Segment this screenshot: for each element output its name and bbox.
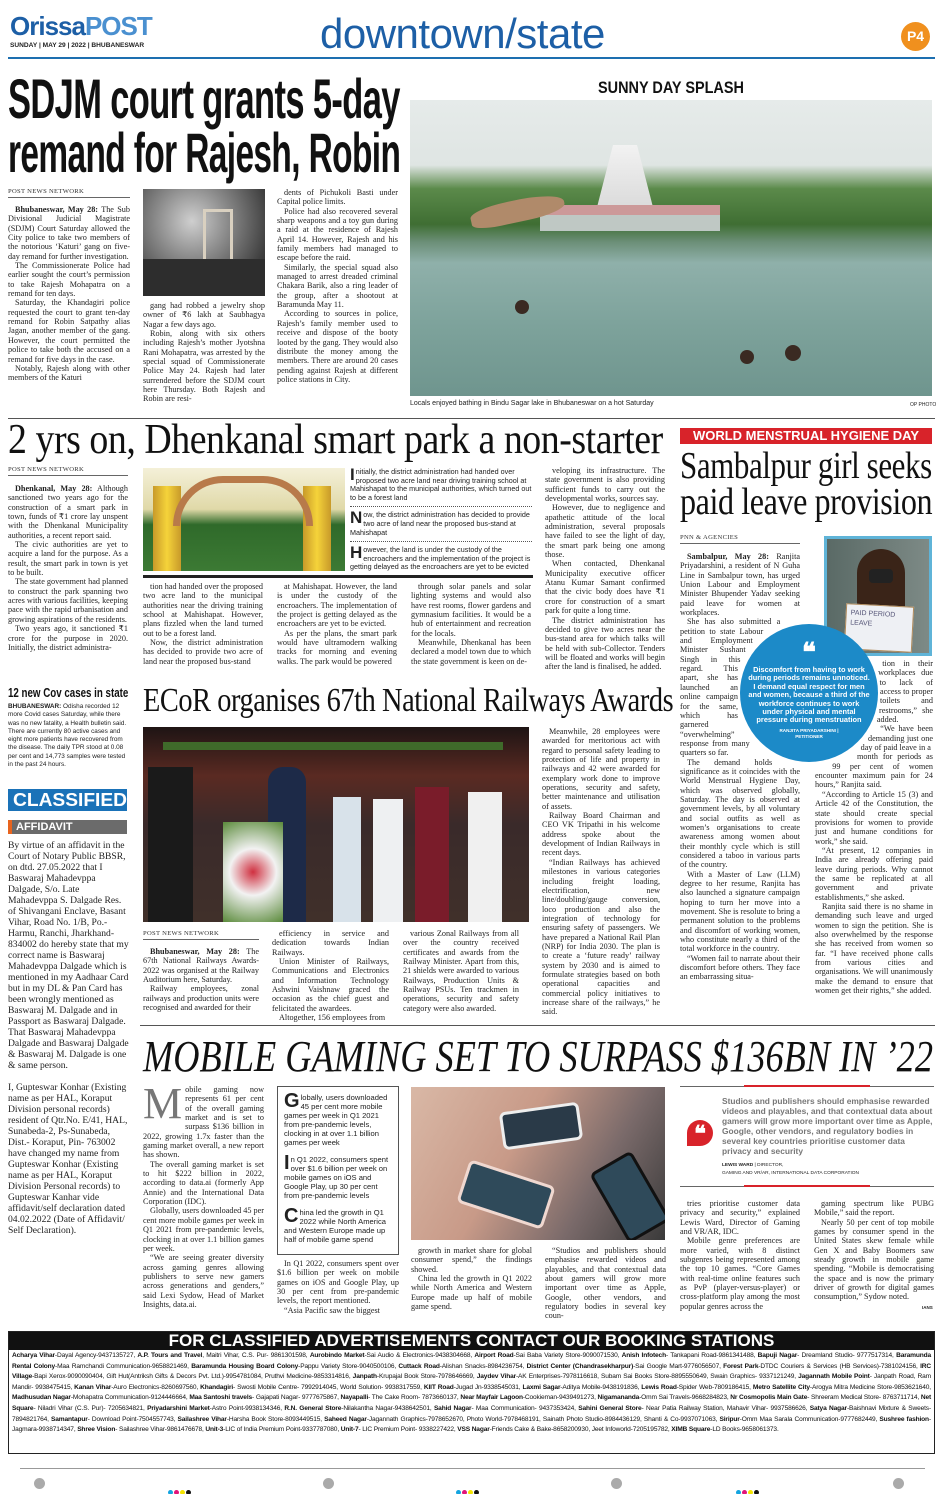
- affidavit-notice: By virtue of an affidavit in the Court of Notary Public BBSR, on dtd. 27.05.2022 that I Baswaraj Mahadevppa Dalgade, S/o. Late Mahadevppa S. Dalgade Res. of Shivangani Enclave, Basant Vihar, Road No. 1/B, Po.- Harmu, Ranchi, Jharkhand- 834002 do hereby state that my correct name is Baswaraj Mahadevppa Dalgade which is mentioned in my Aadhaar Card but in my DL & Pan Card has been wrongly mentioned as Baswaraj M. Dalgade and in Passport as Baswaraj Dalgade. That Baswaraj Mahadevppa Dalgade and Baswaraj Dalgade & Baswaraj M. Dalgade is one & same person.: [8, 840, 129, 1071]
- paragraph: With a Master of Law (LLM) degree to her resume, Ranjita has also launched a signature campaign hoping to turn her move into a movement. She is resolute to bring a permanent solution to the problems and discomfort of working women, who constitute nearly a third of the total workforce in the country.: [680, 869, 800, 954]
- covid-headline: [8, 685, 128, 700]
- lake-photo: [410, 100, 932, 396]
- booking-station: Janpath-Krupajal Book Store-7978646669,: [352, 1373, 477, 1381]
- paragraph: Meanwhile, Dhenkanal has been declared a model town due to which the state government is keen on de-: [411, 638, 531, 666]
- dateline: Bhubaneswar, May 28:: [15, 205, 99, 214]
- menstrual-headline: [680, 445, 933, 523]
- swimmer-head: [740, 350, 754, 364]
- kicker-banner: [680, 428, 932, 444]
- booking-station: Samantapur- Download Point-7504557743,: [51, 1415, 178, 1423]
- dhenkanal-headline: [8, 419, 663, 461]
- article-column: [545, 466, 665, 672]
- booking-station: KIIT Road-Jugad Jn-9338545031,: [423, 1383, 523, 1391]
- fact: China led the growth in Q1 2022 while North America and Western Europe made up half of mobile game spend: [284, 1205, 386, 1244]
- paragraph: As per the plans, the smart park would have ultramodern walking tracks for morning and evening walks. The park would be powered: [277, 628, 397, 666]
- paragraph: Globally, users downloaded 45 per cent more mobile games per week in Q1 2021 from pre-pandemic levels, clocking in at over 1.1 billion games per week.: [143, 1206, 264, 1253]
- headline-text: MOBILE GAMING SET TO SURPASS $136BN IN ’22: [143, 1032, 933, 1081]
- logo-orissa: Orissa: [10, 11, 85, 41]
- paragraph: “We are seeing greater diversity across gaming genres allowing publishers to serve new gamers across generations and genders,” said Lexi Sydow, Head of Market Insights, data.ai.: [143, 1253, 264, 1309]
- article-column: [143, 947, 259, 1012]
- paragraph: tion in their workplaces due to lack of access to proper toilets and restrooms,” she added.: [876, 659, 933, 725]
- booking-station: Saheed Nagar-Jagannath Graphics-7978652670, Photo World-7978468191, Sainath Photo Studio-8984436129, Shanti & Co-9937071063,: [324, 1415, 720, 1423]
- table-shape: [143, 259, 265, 296]
- booking-station: Metro Satellite City-Arogya Mitra Medicine Store-9853621640,: [752, 1383, 931, 1391]
- quote-name: RANJITA PRIYADARSHINI |: [779, 727, 839, 733]
- fact: Globally, users downloaded 45 per cent more mobile games per week in Q1 2021 from pre-pandemic levels, clocking in at over 1.1 billion games per week: [284, 1090, 388, 1147]
- highlights: [350, 464, 532, 576]
- photo-title: SUNNY DAY SPLASH: [598, 78, 744, 97]
- flower-stand: [223, 822, 283, 922]
- paragraph: “Studios and publishers should emphasise rewarded videos and playables, and that contextual data about gamers will grow more important over time as Apple, Google, other vendors, and regulatory bodies in several key coun-: [545, 1246, 666, 1321]
- booking-station: Near Mayfair Lagoon-Cookieman-9439491273,: [460, 1394, 598, 1402]
- paragraph: various Zonal Railways from all over the country received certificates and awards from the Railway Minister. Apart from this, 21 shields were awarded to various Railways, Production Units & Railway PSUs. Ten trackmen in operations, security and safety category were also awarded.: [403, 929, 519, 1013]
- paragraph: The state government had planned to construct the park spanning two acres with various facilities, keeping pace with the rapid urbanisation and growing aspirations of the residents.: [8, 577, 128, 624]
- booking-station: Acharya Vihar-Dayal Agency-9437135727,: [12, 1352, 138, 1359]
- article-column: [680, 1199, 800, 1311]
- headline-text: 2 yrs on, Dhenkanal smart park a non-starter: [8, 417, 663, 463]
- affidavit-notices: [8, 840, 130, 1236]
- quote-circle: [740, 624, 878, 762]
- paragraph: Sambalpur, May 28: Ranjita Priyadarshini, a resident of N Guha Line in Sambalpur town, has urged Union Labour and Employment Minister Bhupender Yadav seeking paid leave for women at workplaces.: [680, 552, 800, 618]
- classified-banner: [8, 789, 127, 811]
- ads-banner: [9, 1332, 934, 1350]
- headline-line: remand for Rajesh, Robin: [8, 121, 401, 184]
- placard: PAID PERIOD LEAVE: [844, 603, 914, 652]
- classified-title: CLASSIFIED: [13, 790, 127, 810]
- trim-rule: [20, 1468, 925, 1469]
- gate-pillar: [153, 486, 181, 571]
- brief-text: Odisha recorded 12 more Covid cases Saturday, while there was no new fatality, a Health bulletin said. There are currently 80 active cases and eight more patients have recovered from the disease. The daily TPR stood at 0.08 per cent and 14,773 samples were tested in the past 24 hours.: [8, 703, 127, 769]
- column-paragraphs: [680, 758, 800, 982]
- paragraph: Union Minister of Railways, Communications and Electronics and Information Technology Ashwini Vaishnaw graced the occasion as the chief guest and felicitated the awardees.: [272, 957, 389, 1013]
- booking-stations-list: [9, 1350, 934, 1437]
- booking-station: Anish Infotech- Tankapani Road-9861341488,: [621, 1352, 758, 1359]
- paragraph: Bhubaneswar, May 28: The Sub Divisional Judicial Magistrate (SDJM) Court Saturday allowed the City police to take two members of the notorious ‘Katuri’ gang on five-day remand for further investigation.: [8, 205, 130, 261]
- article-column: [277, 582, 397, 666]
- article-column: [8, 484, 128, 652]
- article-column-left: [680, 552, 800, 982]
- affidavit-label: AFFIDAVIT: [8, 820, 127, 834]
- gate-pillar: [303, 486, 331, 571]
- garland: [163, 742, 503, 750]
- booking-station: Baramunda Housing Board Colony-Pappu Variety Store-9040500106,: [191, 1362, 399, 1370]
- byline: PNN & AGENCIES: [680, 534, 800, 544]
- page-number-badge: P4: [901, 22, 930, 51]
- phone-shape: [456, 1159, 556, 1230]
- paragraph: However, due to negligence and apathetic attitude of the local administration, several proposals have failed to see the light of day, the smart park being one among those.: [545, 503, 665, 560]
- paragraph: gaming spectrum like PUBG Mobile,” said the report.: [814, 1199, 934, 1218]
- booking-station: Laxmi Sagar-Aditya Mobile-9438191836,: [522, 1383, 642, 1391]
- guest-figure: [333, 797, 361, 922]
- paragraph: Robin, along with six others including Rajesh’s mother Jyotshna Rani Mohapatra, was arrested by the special squad of Commissionerate Police May 24. Rajesh had later surrendered before the SDJM court here Thursday. Both Rajesh and Robin are resi-: [143, 329, 265, 404]
- article-column: [545, 1246, 666, 1321]
- booking-station: Nigamananda-Omm Sai Travels-9668284823,: [597, 1394, 731, 1402]
- paragraph: Altogether, 156 employees from: [279, 1013, 386, 1023]
- masthead-rule: [8, 57, 935, 59]
- chair-shape: [203, 209, 233, 264]
- booking-station: Shree Vision- Sailashree Vihar-9861476678,: [77, 1426, 206, 1434]
- booking-station: Bapuji Nagar- Dreamland Studio- 9777517314,: [757, 1352, 897, 1359]
- logo-post: POST: [84, 11, 152, 41]
- paragraph: growth in market share for global consumer spend,” the findings showed.: [411, 1246, 532, 1274]
- quote-org: GAMING AND VR/AR, INTERNATIONAL DATA CORPORATION: [722, 1171, 859, 1176]
- quote-role: PETITIONER: [795, 733, 823, 739]
- quote-icon: ❝: [802, 638, 816, 667]
- paragraph: Two years ago, it sanctioned ₹1 crore for the purpose in 2020. Initially, the district administra-: [8, 624, 128, 652]
- paragraph: The Commissionerate Police had earlier sought the court’s permission to take Rajesh Mohapatra on a remand for ten days.: [8, 261, 130, 299]
- swimmer-head: [785, 345, 801, 361]
- paragraph: Saturday, the Khandagiri police requested the court to grant ten-day remand for Robin Satpathy alias Jagan, another member of the gang. However, the court permitted the police to take both the accused on a remand for five days in the case.: [8, 298, 130, 364]
- guest-figure: [148, 767, 193, 922]
- paragraph: “According to Article 15 (3) and Article 42 of the Constitution, the state should create special provisions for women to provide just and humane conditions for work,” she said.: [815, 789, 933, 846]
- registration-mark: [893, 1478, 904, 1489]
- quote-name: LEWIS WARD: [722, 1163, 754, 1168]
- gate-arch: [173, 476, 313, 526]
- highlight: Now, the district administration has decided to provide two acre of land near the proposed bus-stand at Mahishapat: [350, 507, 532, 542]
- article-column: [8, 205, 130, 383]
- paragraph: through solar panels and solar lighting systems and would also have rest rooms, flower gardens and gymnasium facilities. It would be a hub of entertainment and recreation for the locals.: [411, 582, 531, 638]
- booking-station: Priyadarshini Market-Astro Point-9938134346,: [147, 1404, 285, 1412]
- paragraph: The civic authorities are yet to acquire a land for the purpose. As a result, the smart park in town is yet to be built.: [8, 540, 128, 578]
- booking-station: Sahid Nagar- Maa Communication- 9437353424,: [433, 1404, 579, 1412]
- byline: POST NEWS NETWORK: [8, 466, 128, 476]
- kicker-text: WORLD MENSTRUAL HYGIENE DAY: [692, 428, 920, 443]
- paragraphs: [143, 1160, 264, 1310]
- paragraph: Nearly 50 per cent of top mobile games by consumer spend in the United States skew female while Gen X and Baby Boomers saw steady growth in mobile game spending. “Mobile is democratising the space and is now the primary driver of growth for digital games consumption,” Sydow noted.: [814, 1217, 934, 1302]
- booking-station: Jaydev Vihar-AK Enterprises-7978116618, Subam Sai Books Store-8895550649, Swain Graphics- 9337121249,: [476, 1373, 799, 1381]
- lead-paragraph: obile gaming now represents 61 per cent of the overall gaming market and is set to surpass $136 billion in 2022, growing 1.7x faster than the gaming market overall, a new report has shown.: [143, 1085, 264, 1160]
- paragraph: “At present, 12 companies in India are already offering paid leave during periods. Why cannot the same be replicated at all government and private establishments,” she asked.: [815, 845, 933, 902]
- facts-box: [277, 1086, 399, 1255]
- dateline: Bhubaneswar, May 28:: [150, 947, 240, 956]
- paragraph: “Indian Railways has achieved milestones in various categories including freight loading, electrification, new line/doubling/gauge conversion, loco production and also the integration of technology for ensuring safety of passengers. We have prepared a National Rail Plan (NRP) for India 2030. The plan is to create a ‘future ready’ railway system by 2030 and is aimed to formulate strategies based on both operational capacities and commercial policy initiatives to increase share of the railways,” he said.: [542, 857, 660, 1017]
- dateline: Sambalpur, May 28:: [687, 552, 769, 561]
- article-column: [143, 301, 265, 404]
- mobile-gaming-photo: [411, 1087, 665, 1240]
- booking-stations-box: [8, 1331, 935, 1454]
- booking-station: Cuttack Road-Alishan Snacks-8984236754,: [398, 1362, 527, 1370]
- paragraph: Dhenkanal, May 28: Although sanctioned two years ago for the construction of a smart park in town, funds of ₹1 crore lay unspent with the Dhenkanal Municipality authorities, a recent report said.: [8, 484, 128, 540]
- quote-text: Discomfort from having to work during periods remains unnoticed. I demand equal respect for men and women, because a third of the workforce continues to work under physical and mental pressure during menstruation: [748, 665, 870, 725]
- booking-station: Unit-3-LIC of India Premium Point-9337787080,: [205, 1426, 341, 1434]
- awards-ceremony-photo: [143, 727, 529, 922]
- logo: [10, 12, 152, 40]
- handcuffs-photo: [143, 189, 265, 296]
- paragraph: Now, the district administration has decided to provide two acre of land near the proposed bus-stand: [143, 638, 263, 666]
- phone-shape: [589, 1150, 665, 1240]
- paragraph: at Mahishapat. However, the land is under the custody of the encroachers. The implementation of the project is getting delayed as the encroachers are yet to be evicted.: [277, 582, 397, 629]
- paragraph: China led the growth in Q1 2022 while North America and Western Europe made up half of mobile game spend.: [411, 1274, 532, 1312]
- booking-station: Jagannath Mobile Point- Janpath Road, Ram Mandir- 9938475415,: [12, 1373, 931, 1391]
- article-column: [272, 929, 389, 1022]
- paragraph: Bhubaneswar, May 28: The 67th National Railways Awards-2022 was organised at the Railway Auditorium here, Saturday.: [143, 947, 259, 985]
- ghat-wall: [540, 205, 720, 215]
- booking-station: Madhusudan Nagar-Mohapatra Communication-9124446664,: [12, 1394, 190, 1402]
- photo-credit: OP PHOTO: [910, 402, 937, 408]
- fact: In Q1 2022, consumers spent over $1.6 billion per week on mobile games on iOS and Google Play, up 30 per cent from pre-pandemic levels: [284, 1152, 389, 1200]
- paragraph: efficiency in service and dedication towards Indian Railways.: [272, 929, 389, 957]
- booking-station: Nayapalli- The Cake Room- 7873660137,: [340, 1394, 461, 1402]
- article-column: [403, 929, 519, 1013]
- paragraph: “Women fail to narrate about their discomfort before others. They face an embarrassing situa-: [680, 953, 800, 982]
- guest-figure: [415, 787, 449, 922]
- quote-icon: ❝: [687, 1120, 713, 1146]
- paragraph: “Asia Pacific saw the biggest: [284, 1305, 380, 1315]
- cmyk-dots: [168, 1482, 192, 1494]
- paragraph: Railway employees, zonal railways and production units were recognised and awarded for their: [143, 984, 259, 1013]
- booking-station: R.N. General Store-Nilakantha Nagar-9438642501,: [284, 1404, 434, 1412]
- booking-station: Net Square- Niladri Vihar (C.S. Pur)- 7205634821,: [12, 1394, 932, 1412]
- gaming-headline: [143, 1032, 933, 1081]
- byline: POST NEWS NETWORK: [8, 188, 130, 198]
- park-gate-photo: [143, 468, 345, 571]
- booking-station: Baramunda Rental Colony-Maa Ramchandi Communication-9658821469,: [12, 1352, 932, 1370]
- paragraph: Meanwhile, 28 employees were awarded for meritorious act with regard to personal safety leading to protection of life and property in railways and 42 were awarded for exemplary work done to improve operations, security and safety, better maintenance and utilisation of assets.: [542, 727, 660, 811]
- cmyk-dots: [736, 1482, 760, 1494]
- affidavit-notice: I, Gupteswar Konhar (Existing name as per HAL, Koraput Division personal records) resident of Qtr.No. E/41, HAL, Sunabeda-2, Ps-Sunabeda, Dist.- Koraput, Pin- 763002 have changed my name from Gupteswar Konhar (Existing name as per HAL, Koraput Division Personal records) to Gupteswar Kanhar vide affidavit/self declaration dated 04.02.2022 (Date of Affidavit/ Self Declaration).: [8, 1082, 128, 1236]
- gaming-column-1: [143, 1079, 264, 1309]
- article-column: [542, 727, 660, 1017]
- booking-station: A.P. Tours and Travel, Maitri Vihar, C.S. Pur- 9861301598,: [137, 1352, 310, 1359]
- booking-station: Nr Cosmopolis Main Gate- Shreeram Medical Store- 8763711714,: [730, 1394, 921, 1402]
- registration-mark: [34, 1478, 45, 1489]
- article-column: [277, 188, 398, 384]
- article-column: [277, 1259, 399, 1315]
- headline-line: Sambalpur girl seeks: [680, 445, 932, 487]
- paragraph: Notably, Rajesh along with other members of the Katuri: [8, 363, 130, 383]
- dateline: Dhenkanal, May 28:: [15, 484, 93, 493]
- paragraph: Police had also recovered several sharp weapons and a toy gun during a raid at the residence of Rajesh April 14. However, Rajesh and his family members had managed to escape before the raid.: [277, 206, 398, 263]
- mask-shape: [869, 569, 893, 583]
- paragraph: gang had robbed a jewelry shop owner of ₹6 lakh at Saubhagya Nagar a few days ago.: [143, 301, 265, 329]
- booking-station: XIMB Square-LD Books-9658061373.: [671, 1426, 779, 1434]
- phone-shape: [499, 1102, 584, 1151]
- paragraph: The demand holds significance as it coincides with the World Menstrual Hygiene Day, which was observed globally, Saturday. The day is observed at government levels, by all voluntary and social outfits as well as women’s organisations to create awareness among women about their monthly cycle which is still considered a taboo in various parts of the country.: [680, 757, 800, 870]
- registration-mark: [323, 1478, 334, 1489]
- paragraph: According to sources in police, Rajesh’s family member used to receive and dispose of the booty looted by the gang. They would also distribute the money among the members. There are around 20 cases pending against Rajesh at different police stations in City.: [277, 309, 398, 384]
- booking-station: Maa Santoshi travels- Gajapati Nagar- 9777675867,: [189, 1394, 341, 1402]
- article-column: [143, 582, 263, 666]
- drop-cap: M: [143, 1079, 183, 1128]
- headline-line: paid leave provision: [680, 481, 933, 523]
- paragraph: month for periods as 99 per cent of women encounter maximum pain for 24 hours,” Ranjita said.: [815, 752, 933, 790]
- quote-role: DIRECTOR,: [757, 1163, 784, 1168]
- agency-credit: IANS: [922, 1305, 933, 1310]
- ecor-headline: [143, 683, 673, 719]
- booking-station: Lewis Road-Spider Web-7809186415,: [641, 1383, 753, 1391]
- paragraph: Railway Board Chairman and CEO VK Tripathi in his welcome address spoke about the development of Indian Railways in recent days.: [542, 811, 660, 858]
- paragraph: In Q1 2022, consumers spent over $1.6 billion per week on mobile games on iOS and Google Play, up 30 per cent from pre-pandemic levels, the report mentioned.: [277, 1259, 399, 1306]
- booking-station: Airport Road-Sai Baba Variety Store-9090071530,: [474, 1352, 622, 1359]
- column-paragraphs: [815, 752, 933, 995]
- paragraph: tries prioritise customer data privacy and security,” explained Lewis Ward, Director of Gaming and VR/AR, IDC.: [680, 1199, 800, 1237]
- paragraph: tion had handed over the proposed two acre land to the municipal authorities near the driving training school at Mahishapat. However, plans fizzled when the land turned out to be a forest land.: [143, 582, 264, 638]
- ghat-steps: [540, 215, 720, 231]
- quote-rule-accent: [744, 1085, 870, 1087]
- booking-station: Sailashree Vihar-Harsha Book Store-8093449515,: [177, 1415, 325, 1423]
- booking-station: Sahini General Store- Near Patia Railway Station, Mahavir Vihar- 9937586626,: [578, 1404, 810, 1412]
- dateline: BHUBANESWAR:: [8, 703, 62, 710]
- headline-text: 12 new Cov cases in state: [8, 685, 129, 700]
- paragraph: Ranjita said there is no shame in demanding such leave and urged women to sign the petition. She is also overwhelmed by the response she has received from women so far. “I have received phone calls from various cities and organisations. We will unanimously make the demand to ensure that women get their rights,” she added.: [815, 901, 933, 996]
- paragraph: The overall gaming market is set to hit $222 billion in 2022, according to data.ai (formerly App Annie) and the International Data Corporation (IDC).: [143, 1159, 264, 1207]
- covid-brief: [8, 703, 128, 769]
- article-column: [814, 1199, 934, 1302]
- booking-station: Unit-7- LIC Premium Point- 9338227422,: [340, 1426, 458, 1434]
- paragraph: Similarly, the special squad also managed to arrest dreaded criminal Chakara Barik, also a ring leader of the group, after a shootout at Baramunda May 11.: [277, 262, 398, 310]
- paragraph: veloping its infrastructure. The state government is also providing sufficient funds to carry out the developmental works, sources say.: [545, 466, 665, 504]
- section-title: downtown/state: [320, 10, 605, 57]
- sdjm-headline: [8, 67, 401, 184]
- ads-title: FOR CLASSIFIED ADVERTISEMENTS CONTACT OUR BOOKING STATIONS: [168, 1332, 775, 1350]
- booking-station: Forest Park-DTDC Couriers & Services (HB Services)-7381024156,: [723, 1362, 921, 1370]
- swimmer-head: [515, 300, 529, 314]
- date-line: SUNDAY | MAY 29 | 2022 | BHUBANESWAR: [10, 42, 145, 49]
- highlight: However, the land is under the custody of the encroachers and the implementation of the project is getting delayed as the encroachers are yet to be evicted: [350, 543, 531, 572]
- highlight: Initially, the district administration had handed over proposed two acre land near driving training school at Mahishapat to the municipal authorities, which turned out to be a forest land: [350, 464, 532, 507]
- booking-station: Khandagiri- Swosti Mobile Centre- 7992914045, World Solution- 9938317559,: [200, 1383, 424, 1391]
- paragraph: “We have been demanding just one day of paid leave in a: [860, 724, 933, 753]
- thick-rule: [143, 575, 533, 578]
- booking-station: VSS Nagar-Friends Cake & Bake-8658200930, Jeet Infoworld-7205195782,: [457, 1426, 672, 1434]
- lead-paragraphs: [680, 552, 800, 617]
- quote-rule-accent: [744, 1185, 870, 1187]
- article-column: [411, 1246, 532, 1311]
- booking-station: Aurobindo Market-Sai Audio & Electronics-9438304668,: [309, 1352, 475, 1359]
- paragraph: Mobile genre preferences are more varied, with 8 distinct subgenres being represented among the top 10 games. “Core Games with real-time online features such as PvP (player-versus-player) or cross-platform play among the most popular genres across the: [680, 1236, 800, 1311]
- paragraph: She has also submitted a petition to state Labour and Employment Minister Sushant Singh in this regard. This apart, she has launched an online campaign for the same, which has garnered “overwhelming” response from many quarters so far.: [680, 617, 781, 758]
- divider: [140, 1025, 935, 1026]
- headline-text: ECoR organises 67th National Railways Awards: [143, 682, 674, 719]
- guest-figure: [373, 799, 403, 922]
- booking-station: IRC Village-Bapi Xerox-9090090404, Gift Hut(Antriksh Gifts & Decors Pvt. Ltd.)-9954781084, Pruthvi Medicine-9853314816,: [12, 1362, 931, 1381]
- booking-station: Siripur-Omm Maa Sarala Communication-9777682449,: [719, 1415, 880, 1423]
- headline-line: SDJM court grants 5-day: [8, 67, 400, 130]
- booking-station: Satya Nagar-Baishnavi Mixture & Sweets-7894821764,: [12, 1404, 931, 1423]
- cmyk-dots: [456, 1482, 480, 1494]
- photo-caption: Locals enjoyed bathing in Bindu Sagar lake in Bhubaneswar on a hot Saturday: [410, 400, 654, 407]
- guest-figure: [468, 792, 502, 922]
- pull-quote: Studios and publishers should emphasise rewarded videos and playables, and that contextual data about gamers will grow more important over time as Apple, Google, other vendors, and regulatory bodies in several key countries prioritise customer data privacy and security: [722, 1096, 933, 1156]
- article-column: [411, 582, 531, 666]
- booking-station: Kanan Vihar-Auro Electronics-8260697560,: [74, 1383, 201, 1391]
- booking-station: District Center (Chandrasekharpur)-Sai Google Mart-9776056507,: [526, 1362, 724, 1370]
- byline: POST NEWS NETWORK: [143, 930, 259, 940]
- paragraph: dents of Pichukoli Basti under Capital police limits.: [277, 188, 398, 207]
- quote-attribution: LEWIS WARD | DIRECTOR, GAMING AND VR/AR, INTERNATIONAL DATA CORPORATION: [722, 1163, 859, 1176]
- booking-station: Sushree fashion- Jagmara-9938714347,: [12, 1415, 931, 1434]
- registration-mark: [611, 1478, 622, 1489]
- paragraph: The district administration has decided to give two acres near the bus-stand area for which talks will be held with sub-Collector. Tenders will be floated and works will begin after the land is finalised, he added.: [545, 615, 665, 672]
- paragraph: When contacted, Dhenkanal Municipality executive officer Atanu Kumar Samant confirmed that the civic body does have ₹1 crore for construction of a smart park for quite a long time.: [545, 559, 665, 616]
